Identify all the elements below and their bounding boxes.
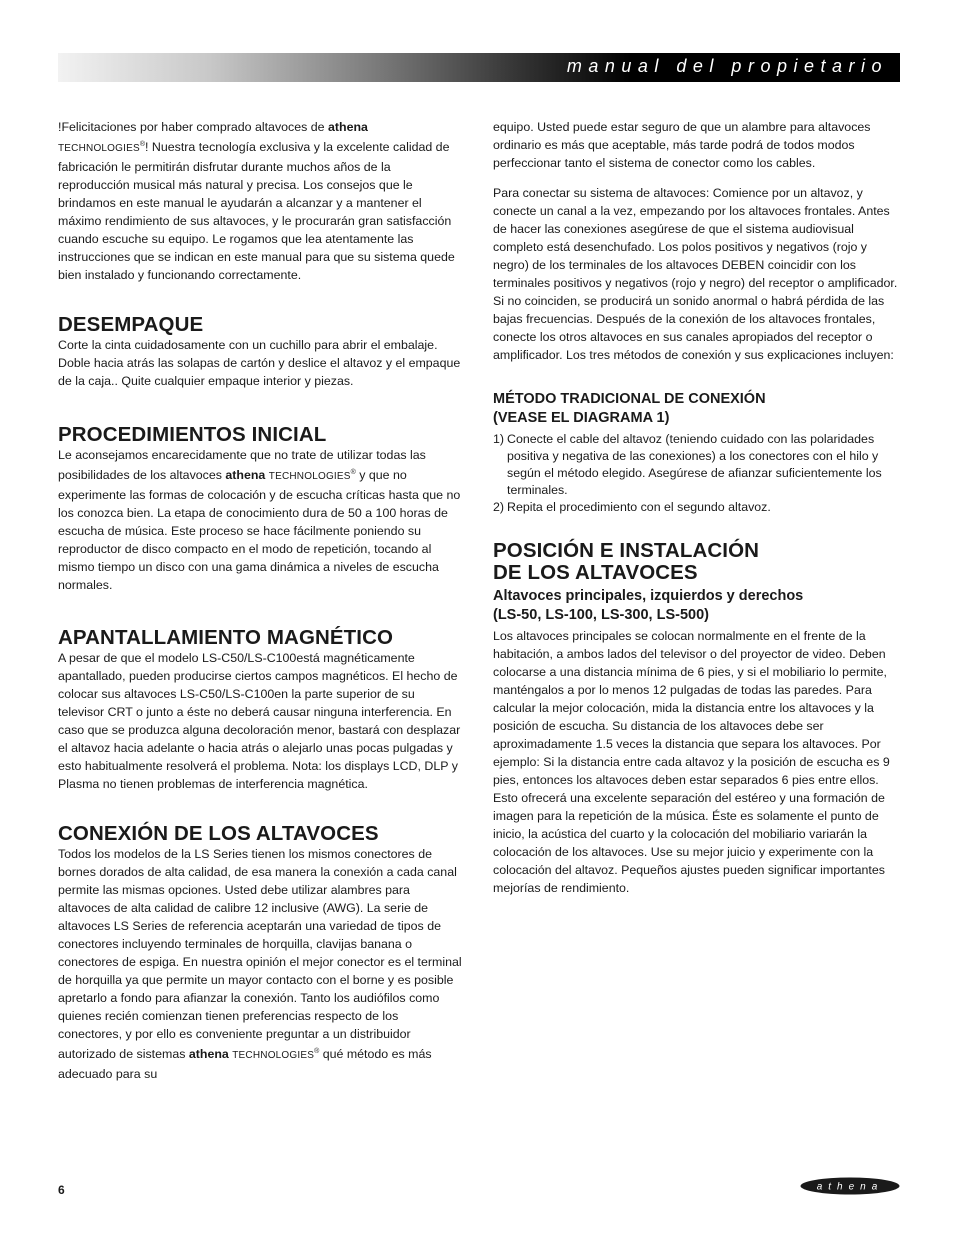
conexion-body: Todos los modelos de la LS Series tienen los mismos conectores de bornes dorados de alta calidad, de esa manera la conexión a cada canal permite las mismas opciones. Usted debe utilizar alambres para altavoces de alta calidad de calibre 12 inclusive (AWG). La serie de altavoces LS Series de referencia aceptarán una variedad de tipos de conectores incluyendo terminales de horquilla, clavijas banana o conectores de espiga. En nuestra opinión el mejor conector es el terminal de horquilla ya que permite un mayor contacto con el borne y es posible apretarlo a fondo para afianzar la conexión. Tanto los audiófilos como quienes recién comienzan tienen preferencias respecto de los conectores, y por ello es conveniente preguntar a un distribuidor autorizado de sistemas athena TECHNOLOGIES® qué método es más adecuado para su [58,847,462,1082]
procedimientos-body: Le aconsejamos encarecidamente que no trate de utilizar todas las posibilidades de los altavoces athena TECHNOLOGIES® y que no experimente las formas de colocación y de escucha críticas hasta que no los conozca bien. La etapa de conocimiento dura de 50 a 100 horas de escucha de música. Este proceso se hace fácilmente poniendo su reproductor de disco compacto en el modo de repetición, tocando al mismo tiempo un disco con una gama dinámica a niveles de escucha normales. [58,448,461,593]
list-item: 2) Repita el procedimiento con el segundo altavoz. [493,500,771,514]
desempaque-body: Corte la cinta cuidadosamente con un cuchillo para abrir el embalaje. Doble hacia atrás las solapas de cartón y deslice el altavoz y el empaque de la caja.. Quite cualquier empaque interior y piezas. [58,338,461,389]
conexion-body-continued: equipo. Usted puede estar seguro de que un alambre para altavoces ordinario es más que aceptable, más tarde podrá de todos modos perfeccionar tanto el sistema de conector como los cables. [493,120,871,170]
intro-paragraph: !Felicitaciones por haber comprado altavoces de athena TECHNOLOGIES®! Nuestra tecnología exclusiva y la excelente calidad de fabricación le permitirán disfrutar durante muchos años de la reproducción musical más natural y precisa. Los consejos que le brindamos en este manual le ayudarán a alcanzar y a mantener el máximo rendimiento de sus altavoces, y le procurarán gran satisfacción cuando escuche su equipo. Le rogamos que lea atentamente las instrucciones que se indican en este manual para que su sistema quede bien instalado y funcionando correctamente. [58,120,455,283]
brand-name: athena [328,120,368,134]
section-heading-conexion: CONEXIÓN DE LOS ALTAVOCES [58,822,379,846]
header-bar [58,53,900,82]
section-heading-metodo: MÉTODO TRADICIONAL DE CONEXIÓN (VEASE EL DIAGRAMA 1) [493,391,766,426]
right-column [493,118,898,897]
header-title: manual del propietario [566,56,888,76]
section-heading-procedimientos: PROCEDIMIENTOS INICIAL [58,423,327,447]
brand-name: athena [225,468,266,483]
logo-text: athena [816,1181,884,1193]
section-heading-desempaque: DESEMPAQUE [58,313,204,337]
left-column [58,118,463,1083]
list-item: 1) Conecte el cable del altavoz (teniendo cuidado con las polaridades positiva y negativa de las conexiones) a los conectores con el hilo y según el método elegido. Asegúrese de afianzar suficientemente los terminales. [493,432,882,497]
posicion-body: Los altavoces principales se colocan normalmente en el frente de la habitación, a ambos lados del televisor o del proyector de video. Deben colocarse a una distancia mínima de 6 pies, y si el mobiliario lo permite, manténgalos a por lo menos 12 pulgadas de todas las paredes. Para calcular la mejor colocación, mida la distancia entre los altavoces y la posición de escucha. Su distancia de los altavoces debe ser aproximadamente 1.5 veces la distancia que separa los altavoces. Por ejemplo: Si la distancia entre cada altavoz y la posición de escucha es 9 pies, entonces los altavoces deben estar separados 6 pies entre ellos. Esto ofrecerá una excelente separación del estéreo y una formación de imagen para la repetición de la música. Éste es solamente el punto de inicio, la acústica del cuarto y la colocación del mobiliario variarán la colocación de los altavoces. Use su mejor juicio y experimente con la colocación del altavoz. Pequeños ajustes pueden significar importantes mejorías de rendimiento. [493,629,890,895]
subheading-altavoces-principales: Altavoces principales, izquierdos y derechos (LS-50, LS-100, LS-300, LS-500) [493,588,804,623]
conexion-instructions: Para conectar su sistema de altavoces: Comience por un altavoz, y conecte un canal a la vez, empezando por los altavoces frontales. Antes de hacer las conexiones asegúrese de que el sistema audiovisual completo está desenchufado. Los polos positivos y negativos (rojo y negro) de los terminales de los altavoces DEBEN coincidir con los terminales positivos y negativos (rojo y negro) del receptor o amplificador. Si no coinciden, se producirá un sonido anormal o habrá pérdida de las bajas frecuencias. Después de la conexión de los altavoces frontales, conecte los otros altavoces en sus canales apropiados del receptor o amplificador. Los tres métodos de conexión y sus explicaciones incluyen: [493,186,898,362]
athena-logo [800,1177,900,1195]
apantallamiento-body: A pesar de que el modelo LS-C50/LS-C100está magnéticamente apantallado, pueden producirse ciertos campos magnéticos. El hecho de colocar sus altavoces LS-C50/LS-C100en la parte superior de su televisor CRT o junto a éste no deberá causar ninguna interferencia. En caso que se produzca alguna decoloración menor, bastará con desplazar el altavoz hacia adelante o hacia atrás o alejarlo unas pocas pulgadas y esto habitualmente resolverá el problema. Nota: los displays LCD, DLP y Plasma no tienen problemas de interferencia magnética. [58,651,461,792]
metodo-steps [493,431,898,516]
page-number: 6 [58,1183,65,1197]
section-heading-posicion: POSICIÓN E INSTALACIÓN DE LOS ALTAVOCES [493,539,760,584]
section-heading-apantallamiento: APANTALLAMIENTO MAGNÉTICO [58,626,394,650]
brand-name: athena [188,1047,229,1062]
